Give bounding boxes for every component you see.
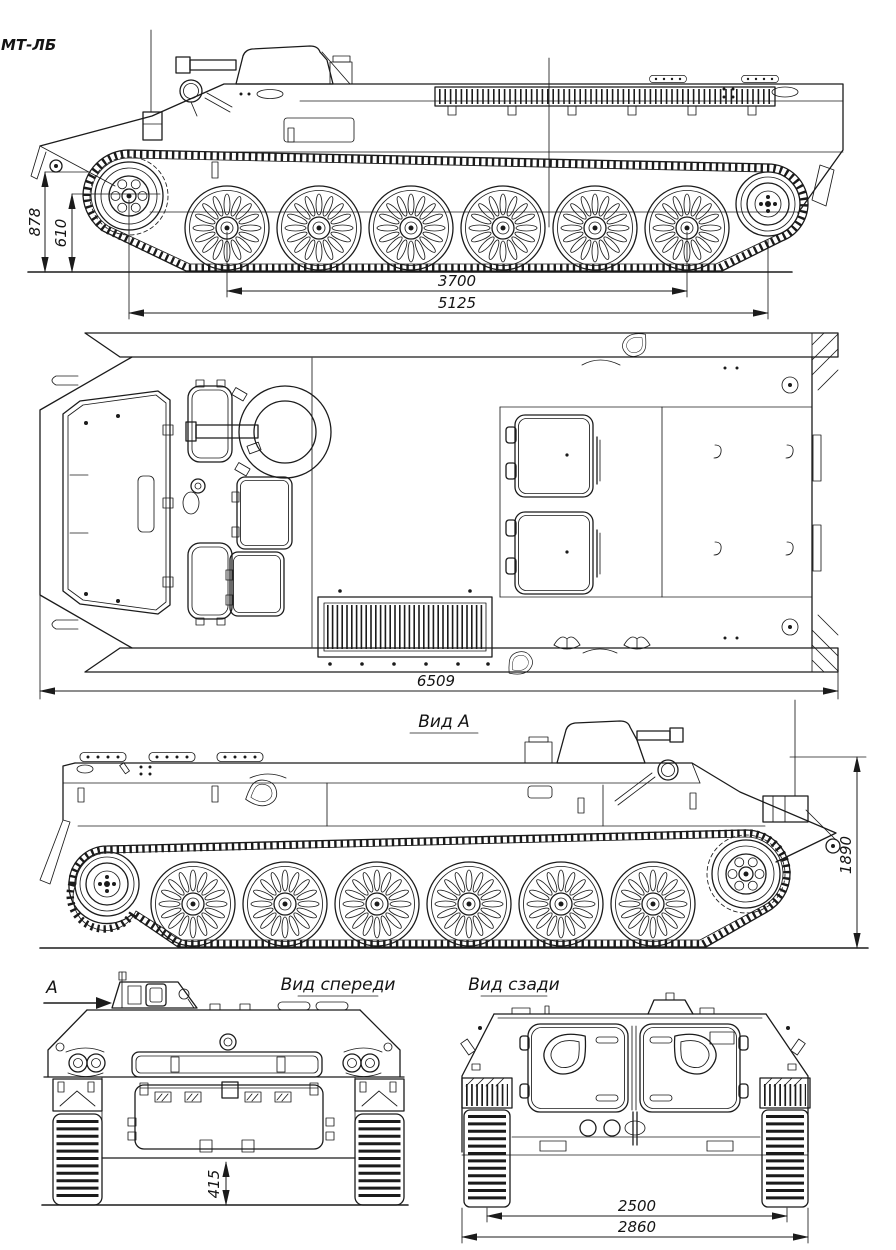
side-left-antenna xyxy=(143,30,162,140)
side-right-searchlight xyxy=(615,760,678,805)
rear-roof xyxy=(494,993,766,1018)
rear-doors xyxy=(520,1024,748,1112)
rear-hull xyxy=(461,1014,808,1155)
top-turret-ring xyxy=(186,386,331,478)
view-side-left xyxy=(26,30,843,319)
dim-2500: 2500 xyxy=(617,1197,657,1215)
side-right-turret xyxy=(525,721,683,763)
dim-2860: 2860 xyxy=(617,1218,657,1236)
door-handle xyxy=(668,1031,720,1078)
road-wheel xyxy=(369,186,453,270)
road-wheel xyxy=(519,862,603,946)
view-side-right xyxy=(40,700,868,948)
dim-878: 878 xyxy=(26,207,44,237)
door-handle xyxy=(540,1031,592,1078)
dimension-clearance xyxy=(205,1162,226,1205)
rear-view-title: Вид сзади xyxy=(468,975,560,995)
section-arrow-label: А xyxy=(46,978,58,998)
dim-5125: 5125 xyxy=(437,294,477,312)
side-left-running-gear xyxy=(83,150,808,271)
dim-3700: 3700 xyxy=(437,272,477,290)
road-wheel xyxy=(277,186,361,270)
top-hull-outline xyxy=(40,357,812,648)
front-turret xyxy=(112,972,197,1008)
dim-1890: 1890 xyxy=(837,835,855,875)
top-rear-deck xyxy=(505,331,821,676)
road-wheel xyxy=(611,862,695,946)
road-wheel xyxy=(553,186,637,270)
top-engine-grille xyxy=(318,589,492,666)
front-windshield-cover xyxy=(132,1034,322,1077)
side-left-turret xyxy=(176,46,352,84)
top-roof-hatches xyxy=(506,415,600,594)
top-deck-hatches xyxy=(226,388,292,616)
top-cab xyxy=(183,380,232,625)
side-left-hull xyxy=(31,58,843,227)
dim-6509: 6509 xyxy=(416,672,456,690)
view-top xyxy=(40,331,838,699)
front-hull xyxy=(44,1002,404,1158)
rear-lower-fittings xyxy=(580,1112,645,1145)
dim-415: 415 xyxy=(205,1169,223,1199)
side-right-hull xyxy=(40,763,836,884)
page-title: МТ-ЛБ xyxy=(1,36,57,54)
road-wheel xyxy=(335,862,419,946)
side-right-roof-fittings xyxy=(77,753,286,809)
view-front xyxy=(42,972,408,1205)
dim-610: 610 xyxy=(52,218,70,248)
top-bow-panel xyxy=(63,391,173,614)
dimension-height-1890 xyxy=(790,757,866,948)
view-a-title: Вид А xyxy=(418,712,470,732)
front-glacis-plate xyxy=(128,1082,334,1152)
section-arrow-a xyxy=(44,978,112,1009)
road-wheel xyxy=(461,186,545,270)
drive-sprocket xyxy=(707,835,785,913)
road-wheel xyxy=(427,862,511,946)
front-view-title: Вид спереди xyxy=(280,975,396,995)
side-right-running-gear xyxy=(69,830,790,947)
view-rear xyxy=(461,975,810,1243)
road-wheel xyxy=(243,862,327,946)
